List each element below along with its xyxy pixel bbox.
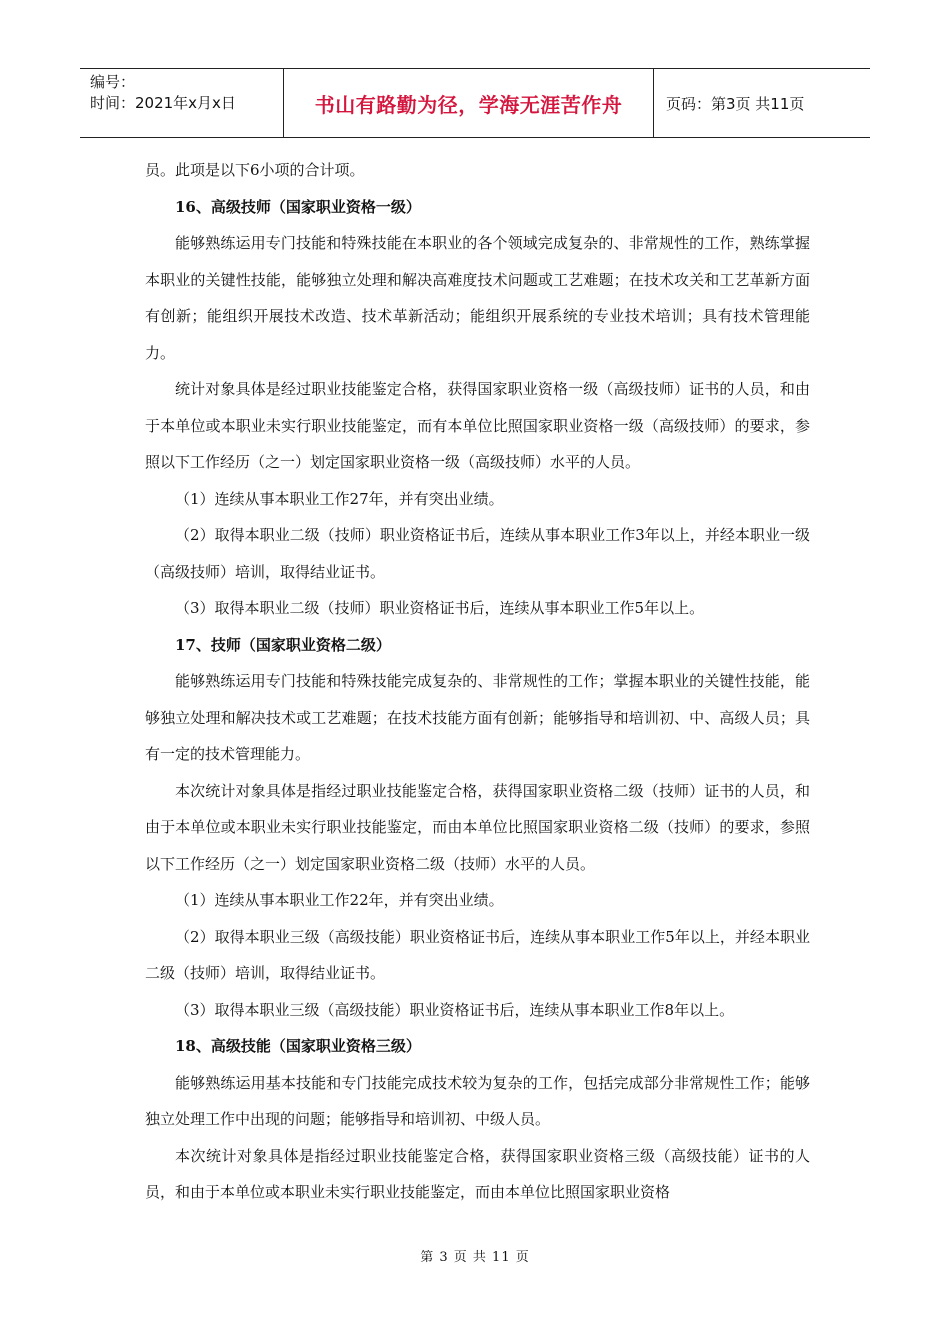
body-paragraph: 统计对象具体是经过职业技能鉴定合格，获得国家职业资格一级（高级技师）证书的人员，和由于本单位或本职业未实行职业技能鉴定，而有本单位比照国家职业资格一级（高级技师）的要求，参照以下工作经历（之一）划定国家职业资格一级（高级技师）水平的人员。 <box>145 380 810 471</box>
section-heading-17: 17、技师（国家职业资格二级） <box>175 635 391 654</box>
page-footer: 第 3 页 共 11 页 <box>420 1250 530 1265</box>
list-item: （1）连续从事本职业工作27年，并有突出业绩。 <box>175 489 504 508</box>
list-item: （1）连续从事本职业工作22年，并有突出业绩。 <box>175 891 504 909</box>
header-number: 编号： <box>90 73 136 91</box>
header-meta <box>80 69 284 137</box>
body-paragraph: 本次统计对象具体是指经过职业技能鉴定合格，获得国家职业资格二级（技师）证书的人员，和由于本单位或本职业未实行职业技能鉴定，而由本单位比照国家职业资格二级（技师）的要求，参照以下工作经历（之一）划定国家职业资格二级（技师）水平的人员。 <box>145 781 810 873</box>
section-heading-18: 18、高级技能（国家职业资格三级） <box>175 1037 421 1055</box>
list-item: （2）取得本职业二级（技师）职业资格证书后，连续从事本职业工作3年以上，并经本职业一级（高级技师）培训，取得结业证书。 <box>145 526 810 581</box>
section-heading-16: 16、高级技师（国家职业资格一级） <box>175 197 421 216</box>
body-paragraph: 本次统计对象具体是指经过职业技能鉴定合格，获得国家职业资格三级（高级技能）证书的人员，和由于本单位或本职业未实行职业技能鉴定，而由本单位比照国家职业资格 <box>145 1146 810 1201</box>
header-motto: 书山有路勤为径，学海无涯苦作舟 <box>284 69 654 137</box>
document-body <box>145 152 810 1211</box>
header-date: 时间：2021年x月x日 <box>90 94 236 112</box>
body-paragraph: 员。此项是以下6小项的合计项。 <box>145 161 365 179</box>
list-item: （3）取得本职业二级（技师）职业资格证书后，连续从事本职业工作5年以上。 <box>175 599 705 617</box>
body-paragraph: 能够熟练运用基本技能和专门技能完成技术较为复杂的工作，包括完成部分非常规性工作；能够独立处理工作中出现的问题；能够指导和培训初、中级人员。 <box>145 1073 810 1128</box>
list-item: （2）取得本职业三级（高级技能）职业资格证书后，连续从事本职业工作5年以上，并经本职业二级（技师）培训，取得结业证书。 <box>145 927 810 982</box>
body-paragraph: 能够熟练运用专门技能和特殊技能在本职业的各个领域完成复杂的、非常规性的工作，熟练掌握本职业的关键性技能，能够独立处理和解决高难度技术问题或工艺难题；在技术攻关和工艺革新方面有创新；能组织开展技术改造、技术革新活动；能组织开展系统的专业技术培训；具有技术管理能力。 <box>145 234 810 362</box>
body-paragraph: 能够熟练运用专门技能和特殊技能完成复杂的、非常规性的工作；掌握本职业的关键性技能，能够独立处理和解决技术或工艺难题；在技术技能方面有创新；能够指导和培训初、中、高级人员；具有一定的技术管理能力。 <box>145 672 810 763</box>
list-item: （3）取得本职业三级（高级技能）职业资格证书后，连续从事本职业工作8年以上。 <box>175 1000 735 1019</box>
header-page-number: 页码：第3页 共11页 <box>666 94 805 113</box>
page-header <box>80 68 870 138</box>
